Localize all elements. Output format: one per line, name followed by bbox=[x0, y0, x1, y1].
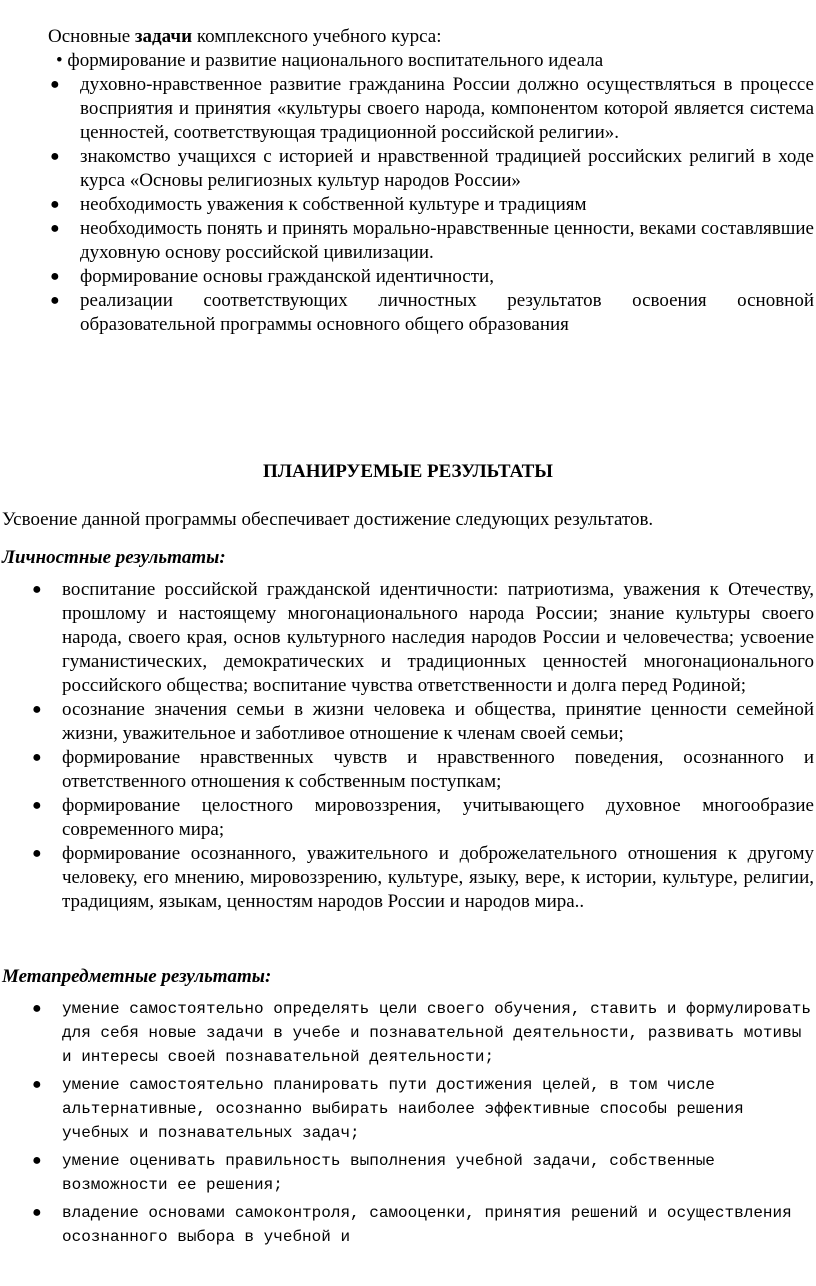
bullet-icon: ● bbox=[32, 797, 42, 814]
meta-results-section bbox=[32, 997, 814, 1253]
title-bold-word: задачи bbox=[134, 26, 193, 47]
bullet-icon: ● bbox=[32, 1000, 42, 1017]
list-item: ● реализации соответствующих личностных результатов освоения основной образовательной программы основного общего образования bbox=[50, 290, 814, 335]
list-item: ● владение основами самоконтроля, самооценки, принятия решений и осуществления осознанного выбора в учебной и bbox=[62, 1201, 814, 1249]
personal-results-section bbox=[32, 578, 814, 914]
personal-results-list bbox=[32, 578, 814, 914]
bullet-icon: ● bbox=[50, 196, 60, 213]
results-lead-paragraph: Усвоение данной программы обеспечивает достижение следующих результатов. bbox=[2, 509, 654, 530]
bullet-icon: ● bbox=[50, 220, 60, 237]
bullet-icon: ● bbox=[32, 1076, 42, 1093]
planned-results-heading: ПЛАНИРУЕМЫЕ РЕЗУЛЬТАТЫ bbox=[263, 461, 553, 482]
bullet-icon: ● bbox=[32, 581, 42, 598]
list-item: ● необходимость понять и принять морально-нравственные ценности, веками составлявшие духовную основу российской цивилизации. bbox=[50, 218, 814, 263]
course-tasks-section bbox=[48, 25, 816, 337]
list-item: ● формирование основы гражданской идентичности, bbox=[50, 266, 494, 287]
bullet-icon: ● bbox=[50, 268, 60, 285]
bullet-icon: ● bbox=[32, 845, 42, 862]
list-item: ● умение оценивать правильность выполнения учебной задачи, собственные возможности ее решения; bbox=[62, 1149, 814, 1197]
list-item: ● умение самостоятельно определять цели своего обучения, ставить и формулировать для себя новые задачи в учебе и познавательной деятельности, развивать мотивы и интересы своей познавательной деятельности; bbox=[62, 997, 814, 1069]
list-item: ● необходимость уважения к собственной культуре и традициям bbox=[50, 194, 587, 215]
title-prefix: Основные bbox=[48, 26, 135, 47]
bullet-icon: ● bbox=[32, 1204, 42, 1221]
bullet-icon: ● bbox=[50, 292, 60, 309]
list-item: ● формирование целостного мировоззрения, учитывающего духовное многообразие современного мира; bbox=[32, 795, 814, 840]
course-tasks-subtitle: • формирование и развитие национального воспитательного идеала bbox=[56, 50, 604, 71]
bullet-icon: ● bbox=[50, 76, 60, 93]
bullet-icon: ● bbox=[32, 701, 42, 718]
meta-results-title: Метапредметные результаты: bbox=[2, 966, 272, 987]
list-item: ● формирование нравственных чувств и нравственного поведения, осознанного и ответственного отношения к собственным поступкам; bbox=[32, 747, 814, 792]
course-tasks-title bbox=[48, 25, 816, 49]
bullet-icon: ● bbox=[50, 148, 60, 165]
course-tasks-list bbox=[50, 73, 814, 337]
list-item: ● умение самостоятельно планировать пути достижения целей, в том числе альтернативные, осознанно выбирать наиболее эффективные способы решения учебных и познавательных задач; bbox=[62, 1073, 814, 1145]
bullet-icon: ● bbox=[32, 1152, 42, 1169]
list-item: ● осознание значения семьи в жизни человека и общества, принятие ценности семейной жизни, уважительное и заботливое отношение к членам своей семьи; bbox=[32, 699, 814, 744]
list-item: ● духовно-нравственное развитие гражданина России должно осуществляться в процессе восприятия и принятия «культуры своего народа, компонентом которой является система ценностей, соответствующая традиционной российской религии». bbox=[50, 74, 814, 143]
personal-results-title: Личностные результаты: bbox=[2, 547, 226, 568]
list-item: ● знакомство учащихся с историей и нравственной традицией российских религий в ходе курса «Основы религиозных культур народов России» bbox=[50, 146, 814, 191]
list-item: ● воспитание российской гражданской идентичности: патриотизма, уважения к Отечеству, прошлому и настоящему многонационального народа России; знание культуры своего народа, своего края, основ культурного наследия народов России и человечества; усвоение гуманистических, демократических и традиционных ценностей многонационального российского общества; воспитание чувства ответственности и долга перед Родиной; bbox=[32, 579, 814, 696]
bullet-icon: ● bbox=[32, 749, 42, 766]
meta-results-list bbox=[32, 997, 814, 1249]
title-suffix: комплексного учебного курса: bbox=[192, 26, 442, 47]
list-item: ● формирование осознанного, уважительного и доброжелательного отношения к другому человеку, его мнению, мировоззрению, культуре, языку, вере, к истории, культуре, религии, традициям, языкам, ценностям народов России и народов мира.. bbox=[32, 843, 814, 912]
